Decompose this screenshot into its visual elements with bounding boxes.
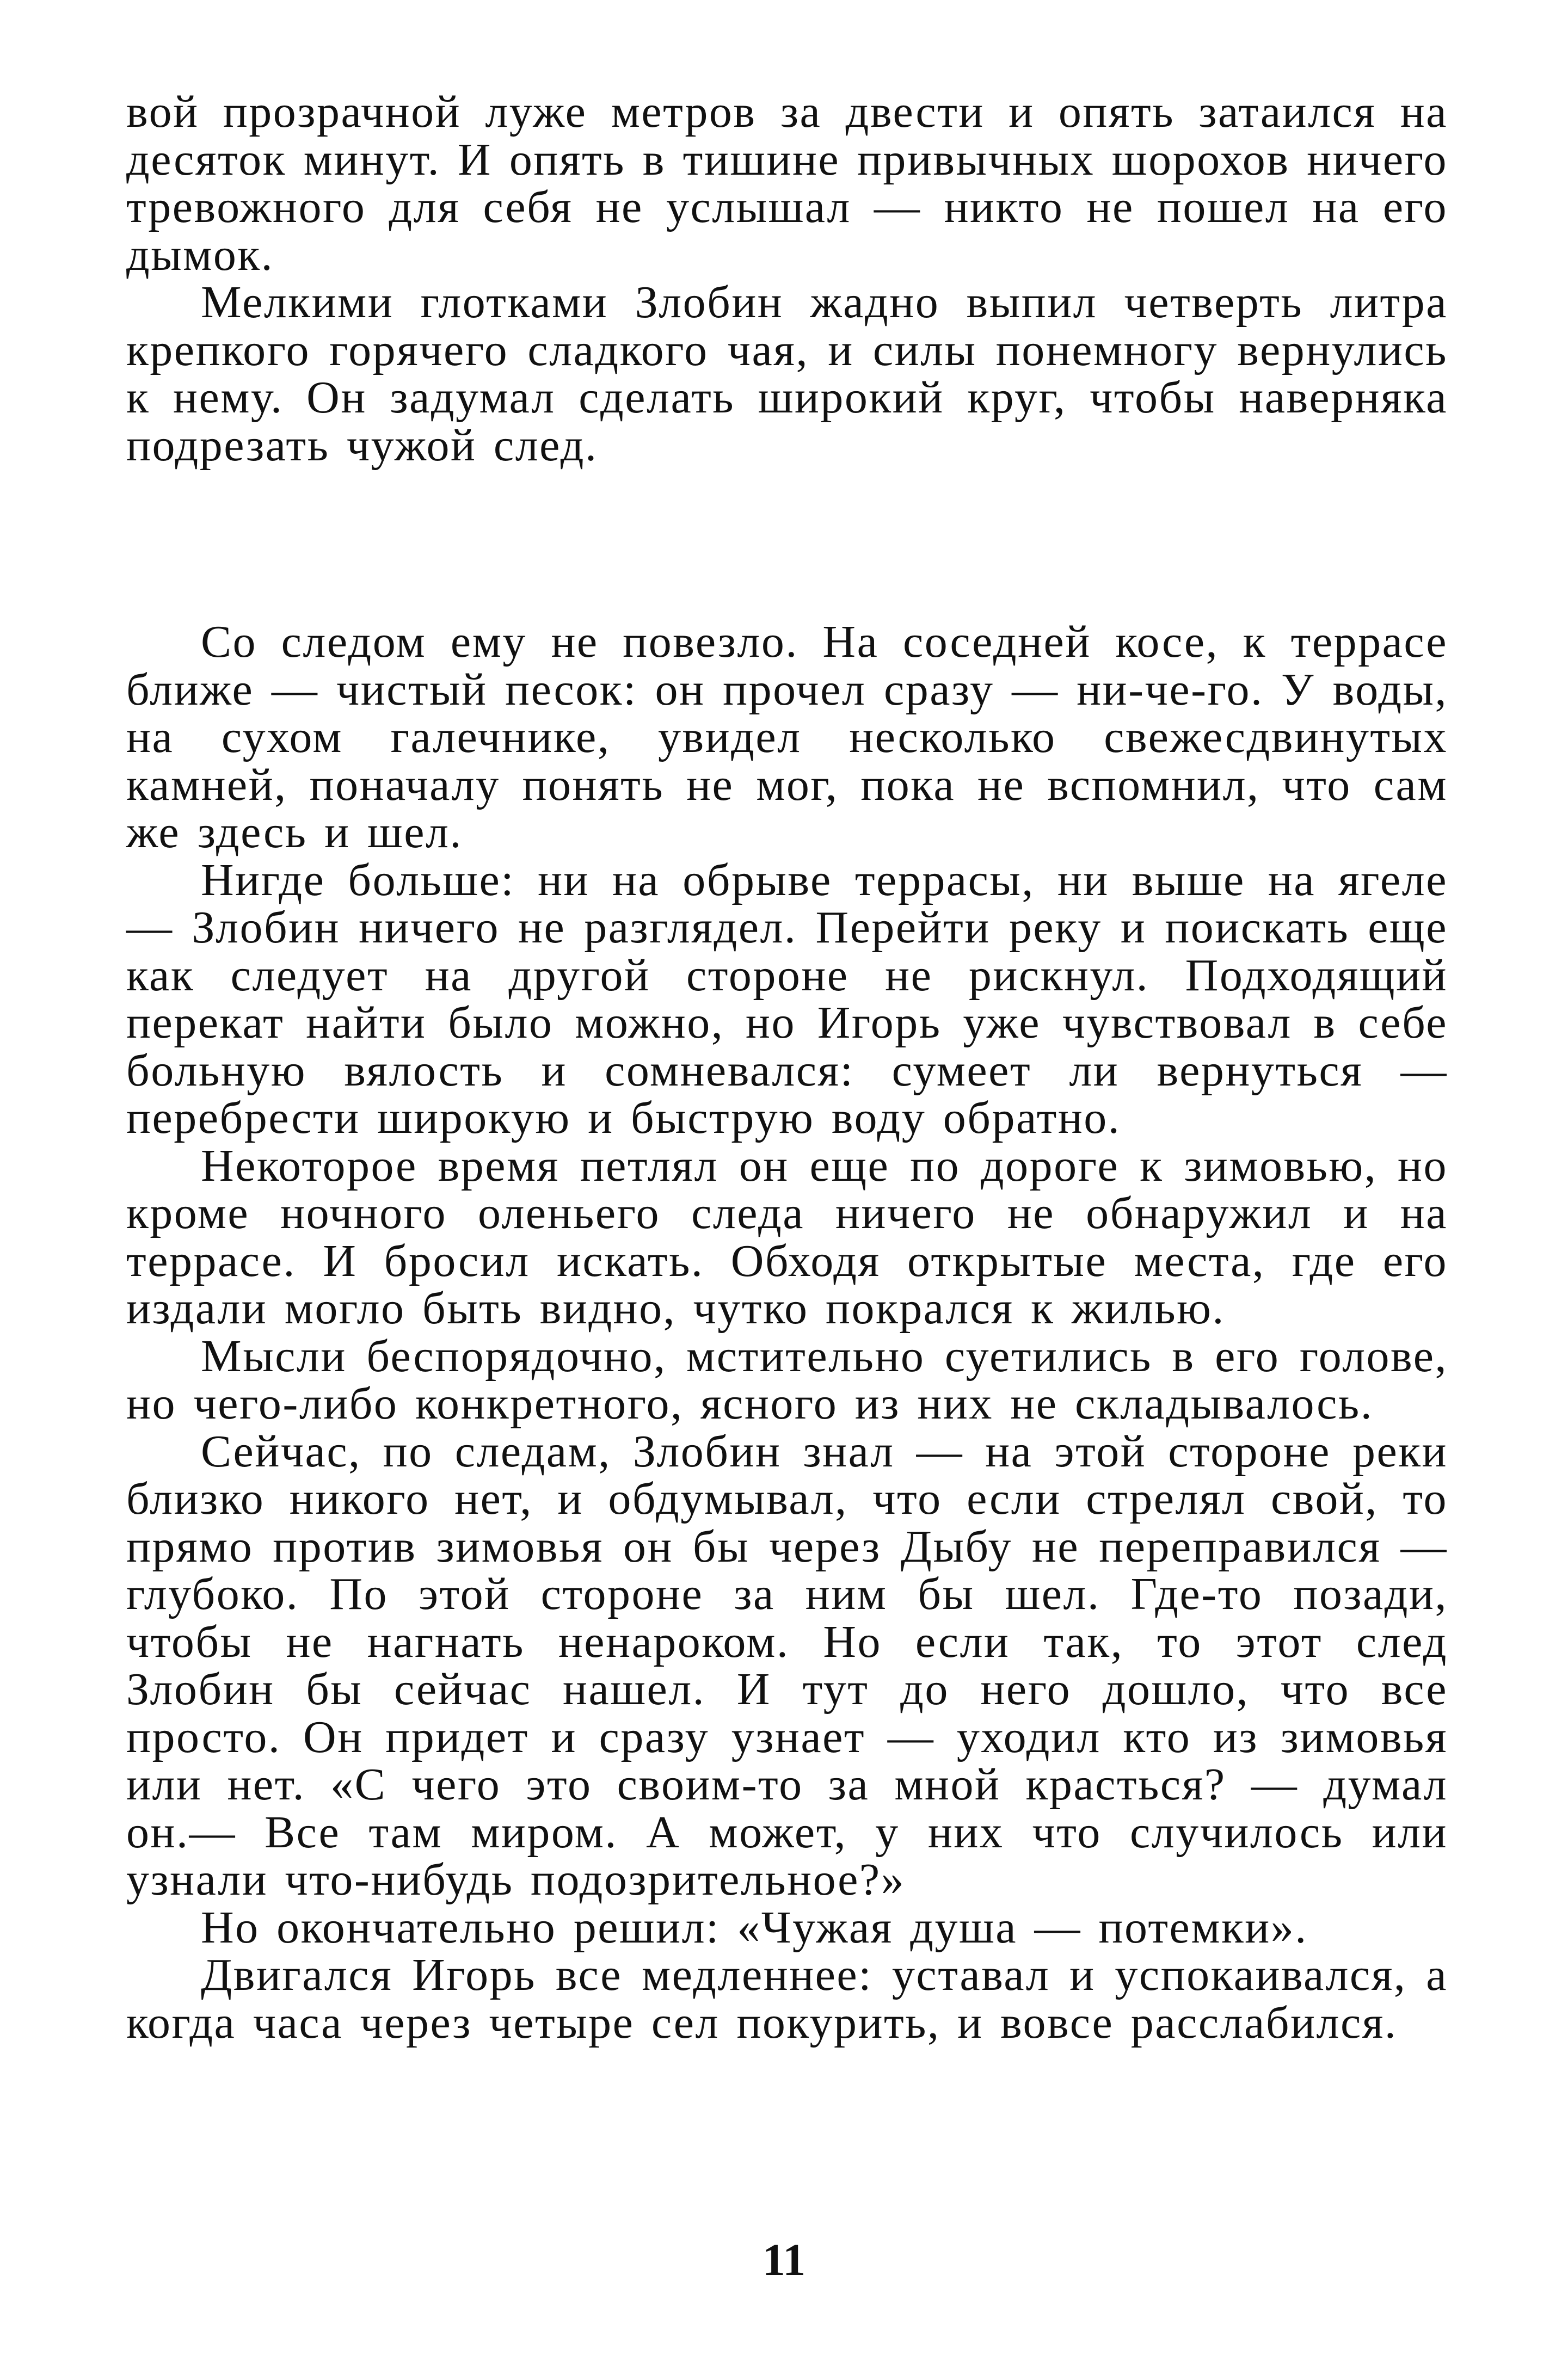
paragraph: Мысли беспорядочно, мстительно суетились в его голове, но чего-либо конкретного, ясного из них не складывалось.: [126, 1330, 1448, 1429]
paragraph: Мелкими глотками Злобин жадно выпил четверть литра крепкого горячего сладкого чая, и силы понемногу вернулись к нему. Он задумал сделать широкий круг, чтобы наверняка подрезать чужой след.: [126, 277, 1448, 471]
paragraph: вой прозрачной луже метров за двести и опять затаился на десяток минут. И опять в тишине привычных шорохов ничего тревожного для себя не услышал — никто не пошел на его дымок.: [126, 87, 1448, 280]
paragraph: Со следом ему не повезло. На соседней косе, к террасе ближе — чистый песок: он прочел сразу — ни-че-го. У воды, на сухом галечнике, увидел несколько свежесдвинутых камней, поначалу понять не мог, пока не вспомнил, что сам же здесь и шел.: [126, 616, 1448, 858]
paragraph: Некоторое время петлял он еще по дороге к зимовью, но кроме ночного оленьего следа ничего не обнаружил и на террасе. И бросил искать. Обходя открытые места, где его издали могло быть видно, чутко покрался к жилью.: [126, 1140, 1448, 1334]
text-section-main: [126, 618, 1448, 2046]
paragraph: Двигался Игорь все медленнее: уставал и успокаивался, а когда часа через четыре сел покурить, и вовсе расслабился.: [126, 1950, 1448, 2048]
page-number: 11: [762, 2235, 806, 2285]
paragraph: Сейчас, по следам, Злобин знал — на этой стороне реки близко никого нет, и обдумывал, что если стрелял свой, то прямо против зимовья он бы через Дыбу не переправился — глубоко. По этой стороне за ним бы шел. Где-то позади, чтобы не нагнать ненароком. Но если так, то этот след Злобин бы сейчас нашел. И тут до него дошло, что все просто. Он придет и сразу узнает — уходил кто из зимовья или нет. «С чего это своим-то за мной красться? — думал он.— Все там миром. А может, у них что случилось или узнали что-нибудь подозрительное?»: [126, 1426, 1448, 1905]
paragraph: Нигде больше: ни на обрыве террасы, ни выше на ягеле — Злобин ничего не разглядел. Перейти реку и поискать еще как следует на другой стороне не рискнул. Подходящий перекат найти было можно, но Игорь уже чувствовал в себе больную вялость и сомневался: сумеет ли вернуться — перебрести широкую и быструю воду обратно.: [126, 854, 1448, 1143]
paragraph: Но окончательно решил: «Чужая душа — потемки».: [201, 1902, 1308, 1953]
text-section-top: [126, 88, 1448, 469]
